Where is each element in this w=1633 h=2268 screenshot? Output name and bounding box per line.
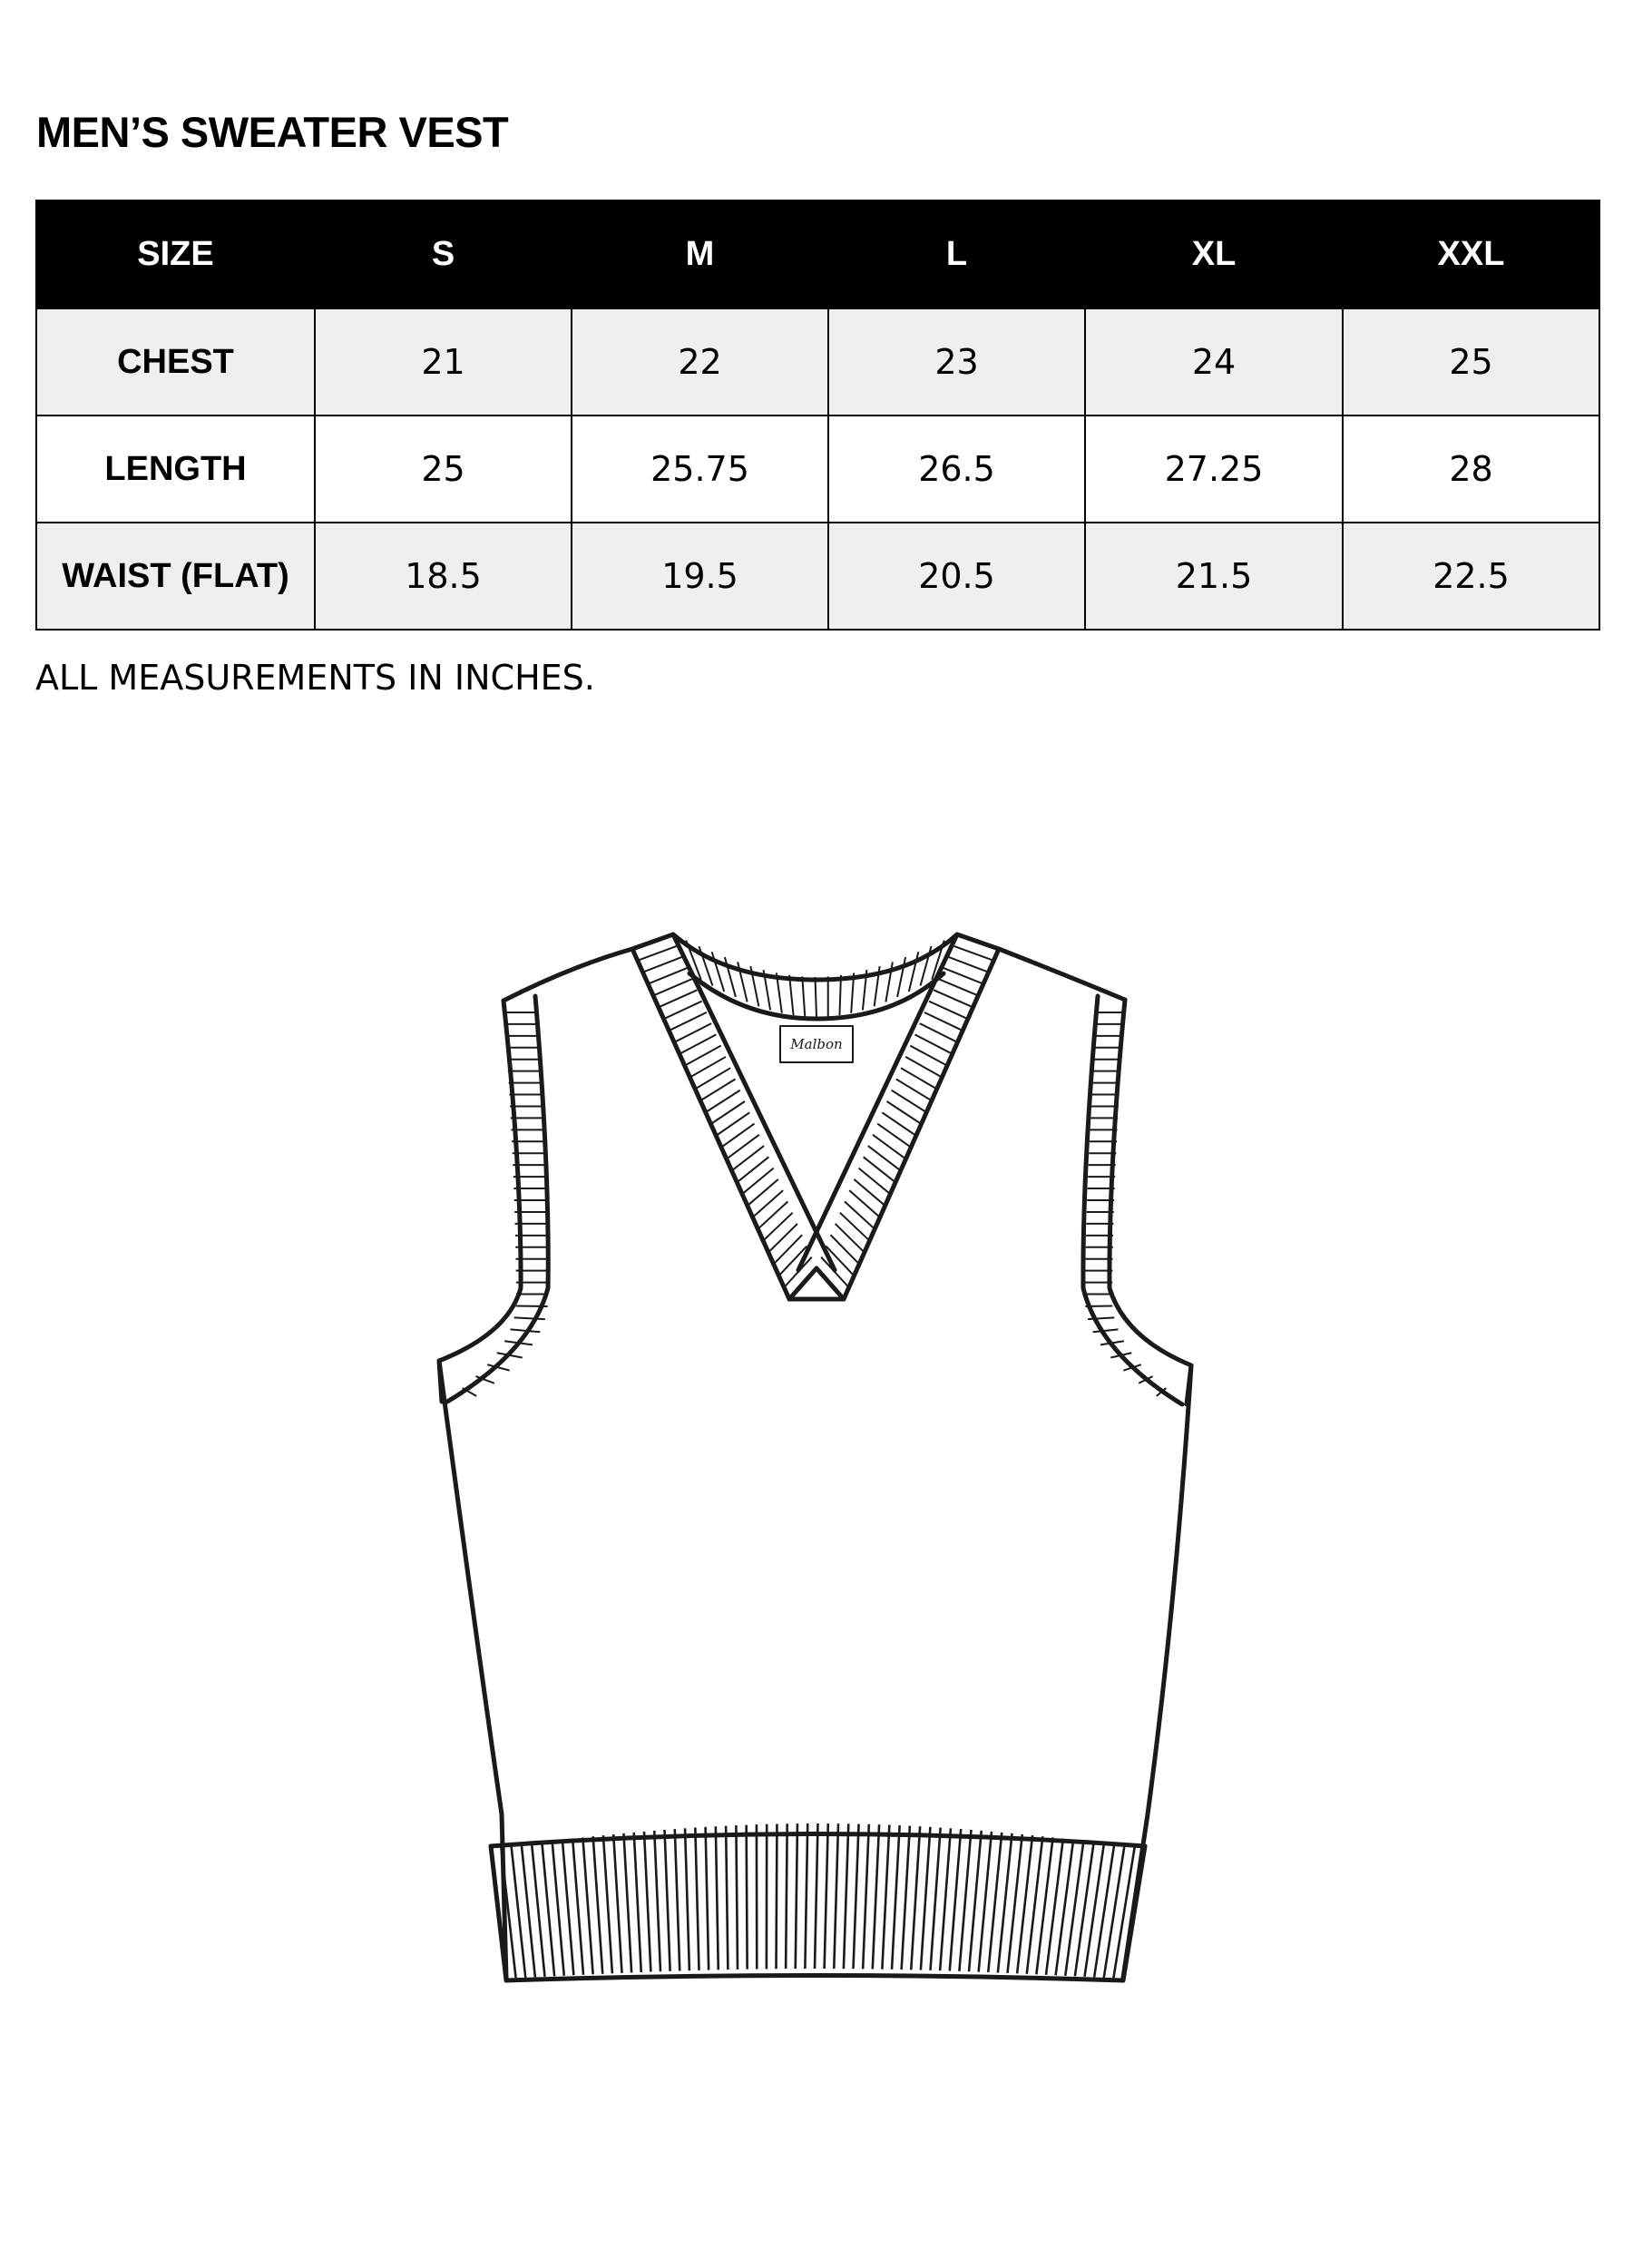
table-cell: 21.5: [1085, 523, 1343, 630]
rib-stripe: [840, 1213, 870, 1241]
rib-stripe: [805, 1823, 807, 1969]
rib-stripe: [931, 1828, 941, 1970]
rib-stripe: [902, 1826, 910, 1970]
rib-stripe: [816, 977, 817, 1017]
rib-stripe: [1088, 1317, 1114, 1319]
header-size-l: L: [828, 200, 1085, 308]
left-shoulder: [504, 949, 632, 1001]
rib-stripe: [786, 1823, 787, 1969]
back-neckband-outer: [673, 934, 957, 980]
table-cell: 27.25: [1085, 415, 1343, 523]
rib-stripe: [623, 1833, 631, 1973]
rib-stripe: [695, 1828, 699, 1970]
rib-stripe: [854, 1179, 885, 1206]
rib-stripe: [685, 1828, 689, 1970]
table-cell: 18.5: [315, 523, 572, 630]
row-label-waist: WAIST (FLAT): [36, 523, 315, 630]
rib-stripe: [845, 1201, 875, 1228]
rib-stripe: [653, 979, 692, 995]
right-armhole-outer: [1110, 1000, 1191, 1404]
rib-stripe: [948, 957, 989, 973]
rib-stripe: [742, 1168, 774, 1195]
row-label-length: LENGTH: [36, 415, 315, 523]
chart-title: MEN’S SWEATER VEST: [36, 108, 509, 156]
rib-stripe: [644, 1832, 650, 1972]
rib-stripe: [834, 1823, 838, 1969]
table-cell: 22.5: [1343, 523, 1599, 630]
rib-stripe: [849, 1190, 880, 1217]
rib-stripe: [882, 1825, 889, 1970]
rib-stripe: [796, 1823, 797, 1969]
table-cell: 23: [828, 308, 1085, 415]
rib-stripe: [664, 1002, 702, 1020]
rib-stripe: [753, 1190, 784, 1217]
rib-stripe: [727, 1135, 759, 1159]
rib-stripe: [732, 1146, 765, 1170]
hem-band-right: [1123, 1846, 1145, 1980]
vest-body-right-side: [1123, 1365, 1191, 1978]
rib-stripe: [1104, 1845, 1125, 1978]
header-size-m: M: [572, 200, 828, 308]
rib-stripe: [736, 1825, 738, 1970]
rib-stripe: [873, 1135, 905, 1159]
rib-stripe: [706, 1827, 709, 1970]
rib-stripes: [463, 941, 1167, 1979]
rib-stripe: [950, 1829, 961, 1970]
table-cell: 20.5: [828, 523, 1085, 630]
rib-stripe: [1046, 1839, 1063, 1975]
header-size-s: S: [315, 200, 572, 308]
rib-stripe: [768, 1224, 797, 1253]
table-cell: 25.75: [572, 415, 828, 523]
table-cell: 26.5: [828, 415, 1085, 523]
rib-stripe: [665, 1830, 670, 1971]
rib-stripe: [815, 1823, 818, 1969]
rib-stripe: [763, 1213, 793, 1241]
rib-stripe: [1056, 1840, 1074, 1975]
rib-stripe: [868, 1146, 901, 1170]
rib-stripe: [938, 979, 978, 995]
table-cell: 25: [315, 415, 572, 523]
rib-stripe: [940, 1828, 951, 1970]
rib-stripe: [737, 1157, 768, 1182]
rib-stripe: [758, 1201, 787, 1228]
rib-stripe: [911, 1826, 920, 1970]
rib-stripe: [747, 1825, 748, 1970]
rib-stripe: [774, 1235, 803, 1264]
left-armhole-inner: [447, 996, 548, 1402]
rib-stripe: [844, 1823, 848, 1969]
right-shoulder: [999, 949, 1125, 1000]
rib-stripe: [1094, 1844, 1114, 1977]
rib-stripe: [877, 1124, 911, 1148]
rib-stripe: [748, 1179, 778, 1206]
rib-stripe: [675, 1829, 680, 1970]
rib-stripe: [836, 1224, 865, 1253]
rib-stripe: [552, 1841, 564, 1976]
rib-stripe: [1065, 1841, 1083, 1976]
rib-stripe: [825, 1823, 828, 1969]
rib-stripe: [929, 1002, 968, 1020]
table-cell: 25: [1343, 308, 1599, 415]
vest-outline: [439, 934, 1191, 1980]
rib-stripe: [562, 1840, 574, 1975]
rib-stripe: [726, 1826, 728, 1970]
rib-stripe: [721, 1124, 755, 1148]
rib-stripe: [854, 1824, 859, 1970]
measurement-note: ALL MEASUREMENTS IN INCHES.: [35, 658, 595, 698]
table-cell: 19.5: [572, 523, 828, 630]
rib-stripe: [603, 1835, 612, 1973]
rib-stripe: [831, 1235, 860, 1264]
rib-stripe: [802, 976, 805, 1016]
rib-stripe: [944, 968, 983, 984]
rib-stripe: [909, 952, 919, 992]
rib-stripe: [638, 945, 679, 961]
rib-stripe: [593, 1836, 603, 1974]
rib-stripe: [1036, 1837, 1052, 1974]
rib-stripe: [634, 1833, 641, 1972]
row-label-chest: CHEST: [36, 308, 315, 415]
header-size-label: SIZE: [36, 200, 315, 308]
rib-stripe: [648, 968, 688, 984]
rib-stripe: [892, 1825, 900, 1970]
rib-stripe: [654, 1831, 660, 1971]
rib-stripe: [1085, 1843, 1104, 1977]
rib-stripe: [572, 1839, 583, 1975]
rib-stripe: [863, 1824, 869, 1970]
table-cell: 21: [315, 308, 572, 415]
rib-stripe: [873, 1824, 879, 1969]
table-cell: 22: [572, 308, 828, 415]
rib-stripe: [643, 957, 683, 973]
rib-stripe: [1093, 1329, 1119, 1332]
rib-stripe: [859, 1168, 891, 1195]
rib-stripe: [897, 957, 905, 997]
rib-stripe: [864, 1157, 895, 1182]
rib-stripe: [716, 1826, 719, 1970]
header-size-xl: XL: [1085, 200, 1343, 308]
rib-stripe: [882, 1112, 915, 1136]
table-cell: 24: [1085, 308, 1343, 415]
v-neck-left-outer: [632, 934, 835, 1270]
rib-stripe: [934, 990, 973, 1007]
rib-stripe: [659, 990, 698, 1007]
header-size-xxl: XXL: [1343, 200, 1599, 308]
rib-stripe: [514, 1317, 545, 1319]
rib-stripe: [921, 1827, 931, 1970]
rib-stripe: [582, 1837, 592, 1974]
brand-label-text: Malbon: [790, 1036, 843, 1052]
rib-stripe: [959, 1830, 971, 1971]
rib-stripe: [953, 945, 993, 961]
rib-stripe: [1075, 1842, 1094, 1976]
rib-stripe: [716, 1112, 749, 1136]
hem-band-bottom: [506, 1976, 1123, 1981]
table-cell: 28: [1343, 415, 1599, 523]
rib-stripe: [613, 1834, 621, 1973]
